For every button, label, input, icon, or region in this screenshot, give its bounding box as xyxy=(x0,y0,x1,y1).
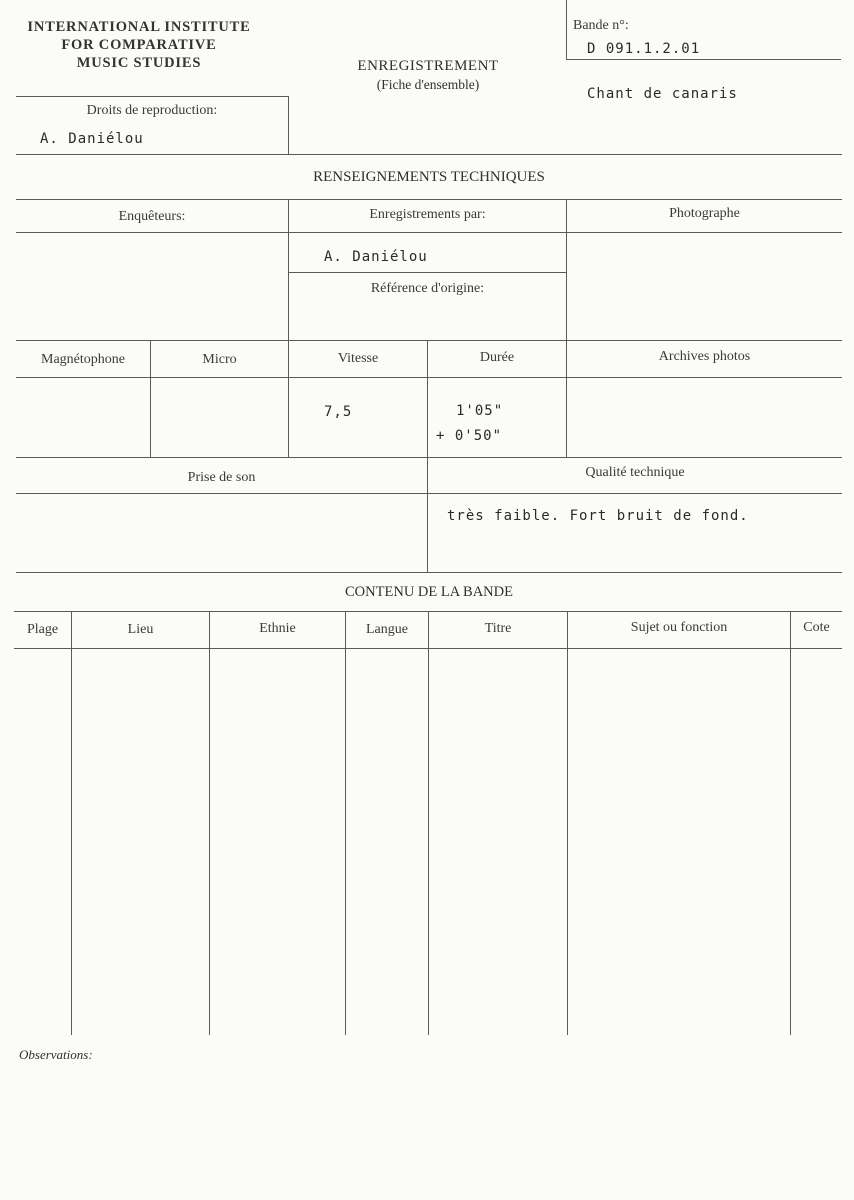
col-header-plage: Plage xyxy=(26,622,59,637)
equipment-block-bottom xyxy=(16,457,842,458)
col-divider-4 xyxy=(428,611,429,1035)
recording-title: Chant de canaris xyxy=(587,86,738,102)
form-title: ENREGISTREMENT xyxy=(357,58,499,74)
duree-label: Durée xyxy=(479,350,515,365)
institute-line-2: FOR COMPARATIVE xyxy=(61,37,217,53)
institute-line-1: INTERNATIONAL INSTITUTE xyxy=(27,19,251,35)
col-divider-3 xyxy=(345,611,346,1035)
bande-number: D 091.1.2.01 xyxy=(587,41,701,57)
col-divider-2 xyxy=(209,611,210,1035)
vitesse-right-border xyxy=(427,340,428,572)
col-header-titre: Titre xyxy=(484,621,512,636)
contenu-header-bottom xyxy=(14,648,842,649)
bande-label: Bande n°: xyxy=(573,18,629,33)
col-header-cote: Cote xyxy=(803,620,830,635)
vitesse-value: 7,5 xyxy=(324,404,353,420)
reference-divider xyxy=(289,272,566,273)
enregistrements-label: Enregistrements par: xyxy=(369,207,486,222)
qualite-label: Qualité technique xyxy=(585,465,685,480)
technical-section-bottom xyxy=(16,572,842,573)
sound-label-row-bottom xyxy=(16,493,842,494)
bande-box-left-border xyxy=(566,0,567,60)
technical-label-row-bottom xyxy=(16,232,842,233)
droits-box-right-border xyxy=(288,96,289,154)
header-divider xyxy=(16,154,842,155)
observations-label: Observations: xyxy=(19,1047,93,1062)
archives-label: Archives photos xyxy=(658,349,751,364)
technical-heading-bottom xyxy=(16,199,842,200)
enregistrements-value: A. Daniélou xyxy=(324,249,428,265)
col-header-sujet: Sujet ou fonction xyxy=(630,620,728,635)
micro-label: Micro xyxy=(202,352,237,367)
droits-box-top-border xyxy=(16,96,289,97)
enqueteurs-label: Enquêteurs: xyxy=(118,209,186,224)
equipment-label-row-bottom xyxy=(16,377,842,378)
col-divider-1 xyxy=(71,611,72,1035)
droits-value: A. Daniélou xyxy=(40,131,144,147)
technical-heading: RENSEIGNEMENTS TECHNIQUES xyxy=(313,169,545,185)
qualite-value: très faible. Fort bruit de fond. xyxy=(447,508,749,524)
contenu-heading: CONTENU DE LA BANDE xyxy=(345,584,513,600)
form-subtitle: (Fiche d'ensemble) xyxy=(376,77,480,92)
technical-block-bottom xyxy=(16,340,842,341)
bande-box-bottom-border xyxy=(566,59,841,60)
col-header-ethnie: Ethnie xyxy=(259,621,296,636)
duree-value-2: + 0'50" xyxy=(436,428,503,444)
col-header-lieu: Lieu xyxy=(127,622,154,637)
photographe-label: Photographe xyxy=(669,206,740,221)
prise-label: Prise de son xyxy=(187,470,256,485)
col-divider-5 xyxy=(567,611,568,1035)
duree-value-1: 1'05" xyxy=(456,403,504,419)
col-divider-6 xyxy=(790,611,791,1035)
reference-label: Référence d'origine: xyxy=(370,281,485,296)
vitesse-label: Vitesse xyxy=(337,351,379,366)
institute-name xyxy=(14,18,264,72)
magnetophone-label: Magnétophone xyxy=(41,352,125,367)
col-header-langue: Langue xyxy=(366,622,408,637)
institute-line-3: MUSIC STUDIES xyxy=(76,55,202,71)
droits-label: Droits de reproduction: xyxy=(86,103,218,118)
